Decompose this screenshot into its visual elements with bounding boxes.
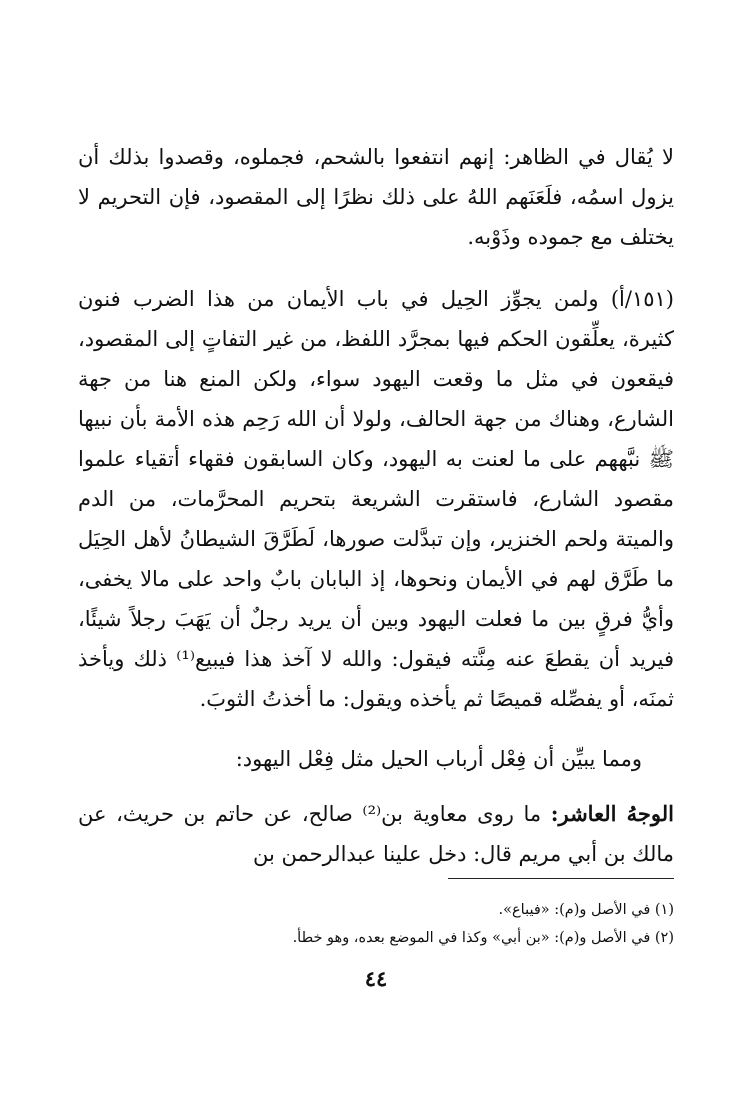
footnote-2: (٢) في الأصل و(م): «بن أبي» وكذا في الموضع بعده، وهو خطأ.	[292, 930, 674, 946]
paragraph-2: (١٥١/أ) ولمن يجوِّز الحِيل في باب الأيمان من هذا الضرب فنون كثيرة، يعلِّقون الحكم فيها بمجرَّد اللفظ، من غير التفاتٍ إلى المقصود، فيقعون في مثل ما وقعت اليهود سواء، ولكن المنع هنا من جهة الشارع، وهناك من جهة الحالف، ولولا أن الله رَحِم هذه الأمة بأن نبيها ﷺ نبَّههم على ما لعنت به اليهود، وكان السابقون فقهاء أتقياء علموا مقصود الشارع، فاستقرت الشريعة بتحريم المحرَّمات، من الدم والميتة ولحم الخنزير، وإن تبدَّلت صورها، لَطَرَّقَ الشيطانُ لأهل الحِيَل ما طَرَّق لهم في الأيمان ونحوها، إذ البابان بابٌ واحد على مالا يخفى، وأيُّ فرقٍ بين ما فعلت اليهود وبين أن يريد رجلٌ أن يَهَبَ رجلاً شيئًا، فيريد أن يقطعَ عنه مِنَّته فيقول: والله لا آخذ هذا فيبيع⁽¹⁾ ذلك ويأخذ ثمنَه، أو يفصِّله قميصًا ثم يأخذه ويقول: ما أخذتُ الثوبَ.	[78, 287, 674, 711]
paragraph-4-text: ما روى معاوية بن⁽²⁾ صالح، عن حاتم بن حريث، عن مالك بن أبي مريم قال: دخل علينا عبدالرحمن بن	[78, 802, 674, 866]
section-heading: الوجهُ العاشر:	[550, 801, 674, 826]
footnotes	[78, 896, 674, 952]
paragraph-1: لا يُقال في الظاهر: إنهم انتفعوا بالشحم، فجملوه، وقصدوا بذلك أن يزول اسمُه، فلَعَنَهم اللهُ على ذلك نظرًا إلى المقصود، فإن التحريم لا يختلف مع جموده وذَوْبه.	[78, 145, 674, 249]
paragraph-4	[78, 794, 674, 874]
paragraph-3: ومما يبيِّن أن فِعْل أرباب الحيل مثل فِعْل اليهود:	[235, 747, 642, 771]
footnote-1: (١) في الأصل و(م): «فيباع».	[498, 902, 674, 918]
page-number: ٤٤	[364, 966, 388, 991]
footnote-divider	[448, 878, 674, 879]
